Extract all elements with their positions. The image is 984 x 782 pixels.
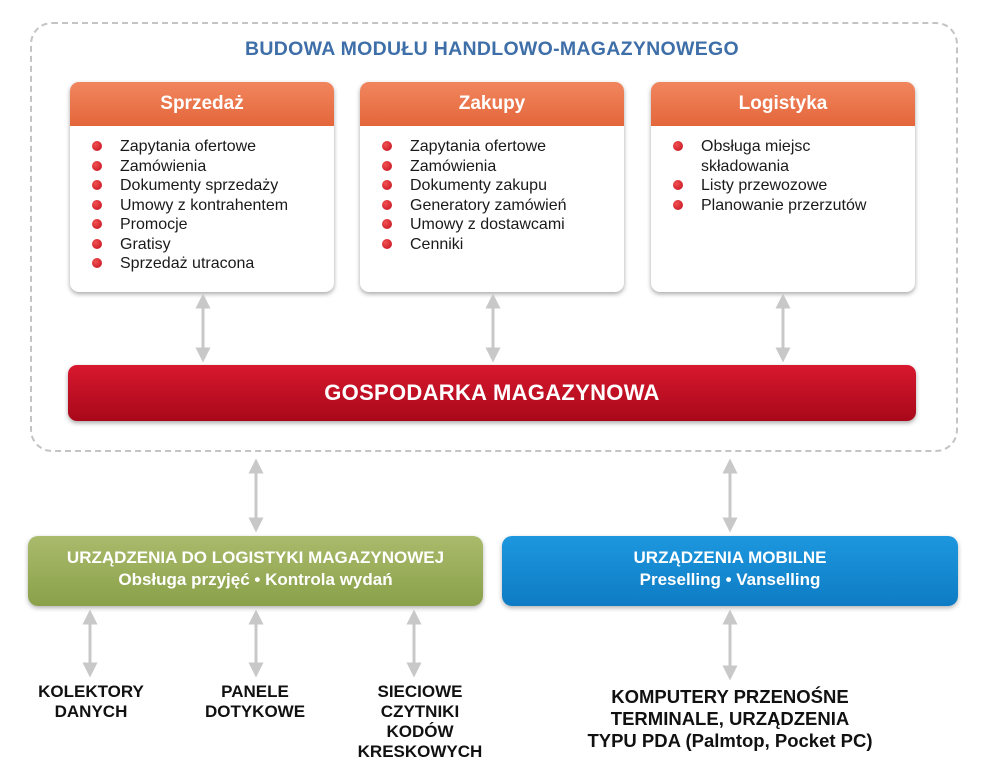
gospodarka-magazynowa-bar: GOSPODARKA MAGAZYNOWA xyxy=(68,365,916,421)
list-item-text: Generatory zamówień xyxy=(410,196,567,214)
list-item-text: Umowy z kontrahentem xyxy=(120,196,289,214)
label-komputery: KOMPUTERY PRZENOŚNE TERMINALE, URZĄDZENIA TYPU PDA (Palmtop, Pocket PC) xyxy=(587,686,873,751)
card-header: Logistyka xyxy=(651,82,915,126)
label-czytniki: SIECIOWE CZYTNIKI KODÓW KRESKOWYCH xyxy=(357,682,483,761)
list-item-text: Zamówienia xyxy=(120,157,207,175)
logistics-devices-title: URZĄDZENIA DO LOGISTYKI MAGAZYNOWEJ xyxy=(66,548,445,567)
label-kolektory: KOLEKTORY DANYCH xyxy=(38,682,144,721)
list-item-text: Zapytania ofertowe xyxy=(120,138,257,155)
list-item-text: Promocje xyxy=(120,216,188,233)
list-item-text: Zamówienia xyxy=(410,157,497,175)
logistics-devices-subtitle: Obsługa przyjęć • Kontrola wydań xyxy=(118,570,393,589)
card-header: Zakupy xyxy=(360,82,624,126)
list-item-text: Dokumenty zakupu xyxy=(410,177,547,194)
list-item-text: Cenniki xyxy=(410,235,464,253)
list-item-text: Planowanie przerzutów xyxy=(701,196,867,214)
list-item-text: Obsługa miejsc składowania xyxy=(701,138,811,175)
diagram-title: BUDOWA MODUŁU HANDLOWO-MAGAZYNOWEGO xyxy=(245,38,739,60)
mobile-devices-title: URZĄDZENIA MOBILNE xyxy=(633,548,827,567)
list-item-text: Dokumenty sprzedaży xyxy=(120,177,279,194)
list-item-text: Listy przewozowe xyxy=(701,177,828,194)
list-item-text: Zapytania ofertowe xyxy=(410,138,547,155)
label-panele: PANELE DOTYKOWE xyxy=(204,682,306,721)
list-item-text: Gratisy xyxy=(120,235,171,253)
card-header: Sprzedaż xyxy=(70,82,334,126)
mobile-devices-subtitle: Preselling • Vanselling xyxy=(639,570,821,589)
list-item-text: Umowy z dostawcami xyxy=(410,216,565,233)
list-item-text: Sprzedaż utracona xyxy=(120,255,255,272)
